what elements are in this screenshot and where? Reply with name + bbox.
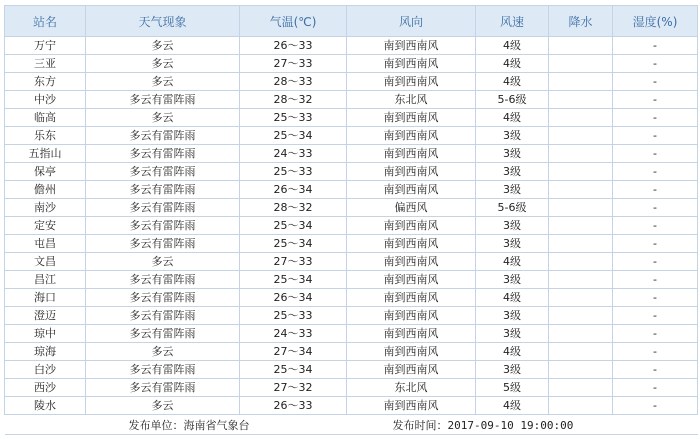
wind-direction-cell: 南到西南风 [347,109,476,127]
temperature-cell: 26～33 [240,397,347,415]
weather-cell: 多云有雷阵雨 [86,217,240,235]
table-row [5,145,698,163]
wind-speed-cell: 4级 [476,397,549,415]
precipitation-cell [549,307,613,325]
wind-direction-cell: 南到西南风 [347,217,476,235]
precipitation-cell [549,361,613,379]
table-row [5,271,698,289]
wind-speed-cell: 3级 [476,271,549,289]
wind-speed-cell: 3级 [476,361,549,379]
table-row [5,91,698,109]
humidity-cell: - [613,253,698,271]
station-cell: 临高 [5,109,86,127]
weather-cell: 多云 [86,253,240,271]
publisher [129,417,250,433]
publish-time-label: 发布时间： [392,419,448,432]
wind-direction-cell: 南到西南风 [347,253,476,271]
weather-cell: 多云 [86,55,240,73]
precipitation-cell [549,181,613,199]
humidity-cell: - [613,145,698,163]
temperature-cell: 25～34 [240,271,347,289]
temperature-cell: 25～34 [240,361,347,379]
precipitation-cell [549,217,613,235]
table-row [5,397,698,415]
precipitation-cell [549,73,613,91]
weather-cell: 多云有雷阵雨 [86,91,240,109]
humidity-cell: - [613,397,698,415]
table-row [5,307,698,325]
weather-cell: 多云有雷阵雨 [86,199,240,217]
wind-speed-cell: 3级 [476,217,549,235]
column-header-precipitation: 降水 [549,6,613,37]
station-cell: 陵水 [5,397,86,415]
wind-speed-cell: 4级 [476,55,549,73]
station-cell: 琼海 [5,343,86,361]
table-row [5,343,698,361]
precipitation-cell [549,37,613,55]
wind-direction-cell: 南到西南风 [347,271,476,289]
wind-direction-cell: 南到西南风 [347,343,476,361]
wind-speed-cell: 5-6级 [476,199,549,217]
precipitation-cell [549,127,613,145]
wind-speed-cell: 3级 [476,307,549,325]
weather-cell: 多云 [86,343,240,361]
weather-cell: 多云有雷阵雨 [86,163,240,181]
temperature-cell: 26～34 [240,181,347,199]
station-cell: 中沙 [5,91,86,109]
column-header-station: 站名 [5,6,86,37]
wind-speed-cell: 4级 [476,37,549,55]
wind-speed-cell: 3级 [476,127,549,145]
wind-direction-cell: 南到西南风 [347,289,476,307]
wind-speed-cell: 3级 [476,235,549,253]
wind-speed-cell: 3级 [476,325,549,343]
station-cell: 三亚 [5,55,86,73]
publish-time [393,417,574,433]
station-cell: 西沙 [5,379,86,397]
temperature-cell: 25～33 [240,307,347,325]
temperature-cell: 26～34 [240,289,347,307]
wind-direction-cell: 南到西南风 [347,361,476,379]
humidity-cell: - [613,343,698,361]
table-row [5,253,698,271]
weather-cell: 多云 [86,397,240,415]
wind-direction-cell: 东北风 [347,379,476,397]
station-cell: 琼中 [5,325,86,343]
humidity-cell: - [613,235,698,253]
humidity-cell: - [613,91,698,109]
table-row [5,289,698,307]
wind-direction-cell: 南到西南风 [347,145,476,163]
humidity-cell: - [613,325,698,343]
forecast-table [4,5,698,435]
precipitation-cell [549,271,613,289]
column-header-wind-direction: 风向 [347,6,476,37]
humidity-cell: - [613,109,698,127]
temperature-cell: 27～34 [240,343,347,361]
humidity-cell: - [613,127,698,145]
table-row [5,109,698,127]
table-row [5,127,698,145]
table-row [5,37,698,55]
weather-cell: 多云有雷阵雨 [86,379,240,397]
weather-cell: 多云有雷阵雨 [86,127,240,145]
table-row [5,235,698,253]
humidity-cell: - [613,379,698,397]
station-cell: 白沙 [5,361,86,379]
precipitation-cell [549,109,613,127]
station-cell: 昌江 [5,271,86,289]
precipitation-cell [549,145,613,163]
weather-cell: 多云有雷阵雨 [86,235,240,253]
wind-direction-cell: 南到西南风 [347,127,476,145]
wind-speed-cell: 3级 [476,163,549,181]
wind-speed-cell: 4级 [476,289,549,307]
station-cell: 万宁 [5,37,86,55]
precipitation-cell [549,91,613,109]
station-cell: 东方 [5,73,86,91]
column-header-humidity: 湿度(%) [613,6,698,37]
wind-direction-cell: 南到西南风 [347,181,476,199]
publisher-value: 海南省气象台 [183,419,250,432]
humidity-cell: - [613,55,698,73]
humidity-cell: - [613,181,698,199]
table-header-row [5,6,698,37]
humidity-cell: - [613,199,698,217]
wind-speed-cell: 5级 [476,379,549,397]
publish-time-value: 2017-09-10 19:00:00 [447,419,574,432]
table-row [5,217,698,235]
weather-cell: 多云 [86,37,240,55]
weather-cell: 多云有雷阵雨 [86,271,240,289]
table-row [5,379,698,397]
table-row [5,181,698,199]
temperature-cell: 28～32 [240,91,347,109]
wind-speed-cell: 4级 [476,109,549,127]
wind-direction-cell: 南到西南风 [347,397,476,415]
temperature-cell: 27～33 [240,55,347,73]
wind-speed-cell: 4级 [476,73,549,91]
station-cell: 屯昌 [5,235,86,253]
weather-cell: 多云有雷阵雨 [86,145,240,163]
wind-direction-cell: 南到西南风 [347,325,476,343]
temperature-cell: 27～32 [240,379,347,397]
precipitation-cell [549,289,613,307]
station-cell: 海口 [5,289,86,307]
column-header-temperature: 气温(℃) [240,6,347,37]
temperature-cell: 24～33 [240,145,347,163]
wind-direction-cell: 南到西南风 [347,307,476,325]
table-row [5,73,698,91]
precipitation-cell [549,379,613,397]
weather-cell: 多云有雷阵雨 [86,325,240,343]
station-cell: 定安 [5,217,86,235]
weather-cell: 多云 [86,73,240,91]
footer-row [5,415,698,435]
precipitation-cell [549,397,613,415]
table-row [5,163,698,181]
humidity-cell: - [613,289,698,307]
humidity-cell: - [613,37,698,55]
weather-cell: 多云有雷阵雨 [86,181,240,199]
precipitation-cell [549,235,613,253]
table-row [5,325,698,343]
weather-cell: 多云有雷阵雨 [86,307,240,325]
temperature-cell: 24～33 [240,325,347,343]
precipitation-cell [549,253,613,271]
wind-direction-cell: 南到西南风 [347,235,476,253]
humidity-cell: - [613,271,698,289]
wind-speed-cell: 3级 [476,181,549,199]
humidity-cell: - [613,217,698,235]
wind-speed-cell: 3级 [476,145,549,163]
footer-cell [5,415,698,435]
weather-cell: 多云 [86,109,240,127]
wind-direction-cell: 南到西南风 [347,163,476,181]
column-header-wind-speed: 风速 [476,6,549,37]
weather-cell: 多云有雷阵雨 [86,289,240,307]
precipitation-cell [549,343,613,361]
station-cell: 保亭 [5,163,86,181]
temperature-cell: 25～34 [240,235,347,253]
wind-direction-cell: 南到西南风 [347,37,476,55]
precipitation-cell [549,163,613,181]
station-cell: 南沙 [5,199,86,217]
station-cell: 乐东 [5,127,86,145]
table-row [5,199,698,217]
forecast-table-container [4,5,697,435]
table-body [5,37,698,415]
table-row [5,55,698,73]
table-row [5,361,698,379]
temperature-cell: 27～33 [240,253,347,271]
humidity-cell: - [613,307,698,325]
publisher-label: 发布单位： [128,419,184,432]
temperature-cell: 28～32 [240,199,347,217]
wind-direction-cell: 南到西南风 [347,55,476,73]
station-cell: 文昌 [5,253,86,271]
wind-direction-cell: 东北风 [347,91,476,109]
station-cell: 澄迈 [5,307,86,325]
precipitation-cell [549,325,613,343]
precipitation-cell [549,199,613,217]
temperature-cell: 25～33 [240,109,347,127]
precipitation-cell [549,55,613,73]
temperature-cell: 25～33 [240,163,347,181]
weather-cell: 多云有雷阵雨 [86,361,240,379]
temperature-cell: 25～34 [240,217,347,235]
humidity-cell: - [613,73,698,91]
humidity-cell: - [613,361,698,379]
station-cell: 儋州 [5,181,86,199]
humidity-cell: - [613,163,698,181]
station-cell: 五指山 [5,145,86,163]
column-header-weather: 天气现象 [86,6,240,37]
wind-speed-cell: 4级 [476,253,549,271]
temperature-cell: 25～34 [240,127,347,145]
wind-direction-cell: 偏西风 [347,199,476,217]
wind-speed-cell: 4级 [476,343,549,361]
temperature-cell: 26～33 [240,37,347,55]
wind-speed-cell: 5-6级 [476,91,549,109]
temperature-cell: 28～33 [240,73,347,91]
wind-direction-cell: 南到西南风 [347,73,476,91]
